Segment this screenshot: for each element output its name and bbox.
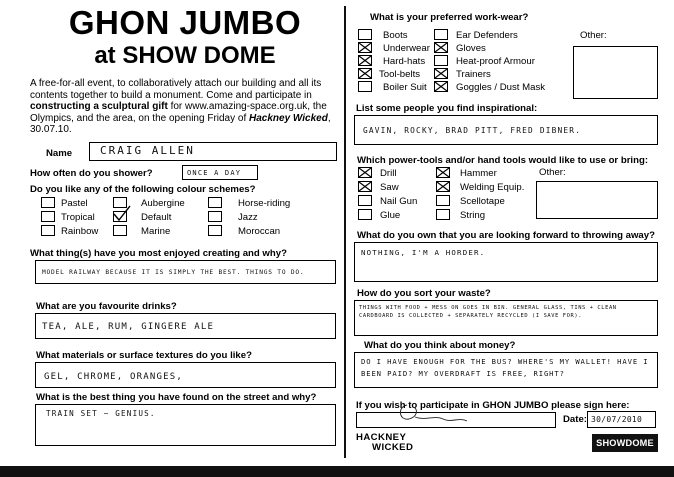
hackney-wicked-logo xyxy=(356,433,426,453)
tools-question: Which power-tools and/or hand tools would like to use or bring: xyxy=(357,155,649,166)
tick-mark-icon xyxy=(112,206,132,222)
shower-field[interactable] xyxy=(182,165,258,180)
enjoyed-field[interactable] xyxy=(35,260,336,284)
checkbox-default[interactable] xyxy=(113,211,127,222)
option-marine: Marine xyxy=(141,226,171,237)
cross-mark-icon xyxy=(359,43,371,52)
workwear-other-field[interactable] xyxy=(573,46,658,99)
option-hammer: Hammer xyxy=(460,168,497,179)
option-goggles-dust-mask: Goggles / Dust Mask xyxy=(456,82,546,93)
checkbox-hard-hats[interactable] xyxy=(358,55,372,66)
cross-mark-icon xyxy=(437,168,449,177)
option-gloves: Gloves xyxy=(456,43,486,54)
event-title: GHON JUMBO xyxy=(68,4,302,41)
checkbox-scellotape[interactable] xyxy=(436,195,450,206)
name-label: Name xyxy=(46,148,73,159)
cross-mark-icon xyxy=(359,56,371,65)
enjoyed-answer: MODEL RAILWAY BECAUSE IT IS SIMPLY THE BEST. THINGS TO DO. xyxy=(42,269,305,276)
checkbox-string[interactable] xyxy=(436,209,450,220)
intro-event-name: Hackney Wicked xyxy=(249,112,328,124)
logo-line-1: HACKNEY xyxy=(356,432,407,443)
option-jazz: Jazz xyxy=(238,212,258,223)
materials-question: What materials or surface textures do you like? xyxy=(36,350,252,361)
option-tool-belts: Tool-belts xyxy=(379,69,421,80)
cross-mark-icon xyxy=(435,43,447,52)
option-ear-defenders: Ear Defenders xyxy=(456,30,518,41)
option-string: String xyxy=(460,210,486,221)
waste-question: How do you sort your waste? xyxy=(357,288,491,299)
materials-answer: GEL, CHROME, ORANGES, xyxy=(44,372,183,382)
cross-mark-icon xyxy=(359,182,371,191)
money-answer: DO I HAVE ENOUGH FOR THE BUS? WHERE'S MY WALLET! HAVE I BEEN PAID? MY OVERDRAFT IS FREE, RIGHT? xyxy=(361,357,649,378)
signature-scribble-icon xyxy=(395,399,475,427)
cross-mark-icon xyxy=(437,182,449,191)
checkbox-goggles-dust-mask[interactable] xyxy=(434,81,448,92)
tools-other-label: Other: xyxy=(539,167,566,178)
checkbox-drill[interactable] xyxy=(358,167,372,178)
event-subtitle: at SHOW DOME xyxy=(94,42,276,69)
name-value: CRAIG ALLEN xyxy=(100,144,195,157)
inspirational-question: List some people you find inspirational: xyxy=(356,103,538,114)
option-default: Default xyxy=(141,212,172,223)
checkbox-jazz[interactable] xyxy=(208,211,222,222)
checkbox-heat-proof-armour[interactable] xyxy=(434,55,448,66)
intro-bold-phrase: constructing a sculptural gift xyxy=(30,101,168,113)
street-question: What is the best thing you have found on the street and why? xyxy=(36,392,317,403)
cross-mark-icon xyxy=(359,168,371,177)
shower-question: How often do you shower? xyxy=(30,168,153,179)
shower-answer: ONCE A DAY xyxy=(187,169,242,177)
option-boots: Boots xyxy=(383,30,408,41)
checkbox-horse-riding[interactable] xyxy=(208,197,222,208)
drinks-field[interactable] xyxy=(35,313,336,339)
cross-mark-icon xyxy=(435,82,447,91)
intro-text-2: for www.amazing-space.org.uk, the Olympics, and the area, on the opening Friday of xyxy=(30,101,327,124)
cross-mark-icon xyxy=(359,69,371,78)
name-field[interactable] xyxy=(89,142,337,161)
drinks-question: What are you favourite drinks? xyxy=(36,301,177,312)
option-moroccan: Moroccan xyxy=(238,226,281,237)
waste-answer: THINGS WITH FOOD + MESS ON GOES IN BIN. GENERAL GLASS, TINS + CLEAN CARDBOARD IS COLLECTED + SEPARATELY RECYCLED (I SAVE FOR). xyxy=(359,305,617,319)
intro-paragraph xyxy=(30,78,342,136)
checkbox-underwear[interactable] xyxy=(358,42,372,53)
option-heat-proof-armour: Heat-proof Armour xyxy=(456,56,535,67)
checkbox-welding-equip[interactable] xyxy=(436,181,450,192)
date-field[interactable] xyxy=(587,411,656,428)
option-pastel: Pastel xyxy=(61,198,88,209)
inspirational-answer: GAVIN, ROCKY, BRAD PITT, FRED DIBNER. xyxy=(363,126,582,135)
signature-question: If you wish to participate in GHON JUMBO please sign here: xyxy=(356,400,630,411)
money-question: What do you think about money? xyxy=(364,340,516,351)
option-underwear: Underwear xyxy=(383,43,430,54)
street-field[interactable] xyxy=(35,404,336,446)
checkbox-gloves[interactable] xyxy=(434,42,448,53)
option-tropical: Tropical xyxy=(61,212,95,223)
option-scellotape: Scellotape xyxy=(460,196,505,207)
street-answer: TRAIN SET ~ GENIUS. xyxy=(46,409,156,418)
throwing-answer: NOTHING, I'M A HORDER. xyxy=(361,248,486,257)
option-welding-equip: Welding Equip. xyxy=(460,182,525,193)
workwear-question: What is your preferred work-wear? xyxy=(370,12,529,23)
option-horse-riding: Horse-riding xyxy=(238,198,291,209)
checkbox-marine[interactable] xyxy=(113,225,127,236)
checkbox-saw[interactable] xyxy=(358,181,372,192)
option-rainbow: Rainbow xyxy=(61,226,99,237)
checkbox-boiler-suit[interactable] xyxy=(358,81,372,92)
option-aubergine: Aubergine xyxy=(141,198,185,209)
checkbox-boots[interactable] xyxy=(358,29,372,40)
checkbox-ear-defenders[interactable] xyxy=(434,29,448,40)
center-divider xyxy=(344,6,346,458)
materials-field[interactable] xyxy=(35,362,336,388)
checkbox-tool-belts[interactable] xyxy=(358,68,372,79)
option-glue: Glue xyxy=(380,210,401,221)
intro-text-1: A free-for-all event, to collaboratively attach our building and all its contents together to build a monument. Come and participate in xyxy=(30,78,322,101)
money-field[interactable] xyxy=(354,352,658,388)
option-nail-gun: Nail Gun xyxy=(380,196,418,207)
waste-field[interactable] xyxy=(354,300,658,336)
checkbox-glue[interactable] xyxy=(358,209,372,220)
drinks-answer: TEA, ALE, RUM, GINGERE ALE xyxy=(42,322,215,332)
date-label: Date: xyxy=(563,414,587,425)
checkbox-rainbow[interactable] xyxy=(41,225,55,236)
checkbox-pastel[interactable] xyxy=(41,197,55,208)
checkbox-nail-gun[interactable] xyxy=(358,195,372,206)
checkbox-hammer[interactable] xyxy=(436,167,450,178)
checkbox-tropical[interactable] xyxy=(41,211,55,222)
bottom-border xyxy=(0,466,674,477)
signature-field[interactable] xyxy=(356,412,556,428)
date-value: 30/07/2010 xyxy=(591,415,643,424)
inspirational-field[interactable] xyxy=(354,115,658,145)
throwing-field[interactable] xyxy=(354,242,658,282)
intro-date: , 30.07.10. xyxy=(30,112,331,136)
checkbox-moroccan[interactable] xyxy=(208,225,222,236)
throwing-question: What do you own that you are looking forward to throwing away? xyxy=(357,230,655,241)
workwear-other-label: Other: xyxy=(580,30,607,41)
option-trainers: Trainers xyxy=(456,69,491,80)
showdome-logo: SHOWDOME xyxy=(592,434,658,452)
tools-other-field[interactable] xyxy=(536,181,658,219)
option-hard-hats: Hard-hats xyxy=(383,56,426,67)
option-drill: Drill xyxy=(380,168,397,179)
enjoyed-question: What thing(s) have you most enjoyed creating and why? xyxy=(30,248,287,259)
option-saw: Saw xyxy=(380,182,399,193)
cross-mark-icon xyxy=(435,69,447,78)
logo-line-2: WICKED xyxy=(372,442,414,453)
option-boiler-suit: Boiler Suit xyxy=(383,82,427,93)
checkbox-trainers[interactable] xyxy=(434,68,448,79)
colour-question: Do you like any of the following colour schemes? xyxy=(30,184,256,195)
